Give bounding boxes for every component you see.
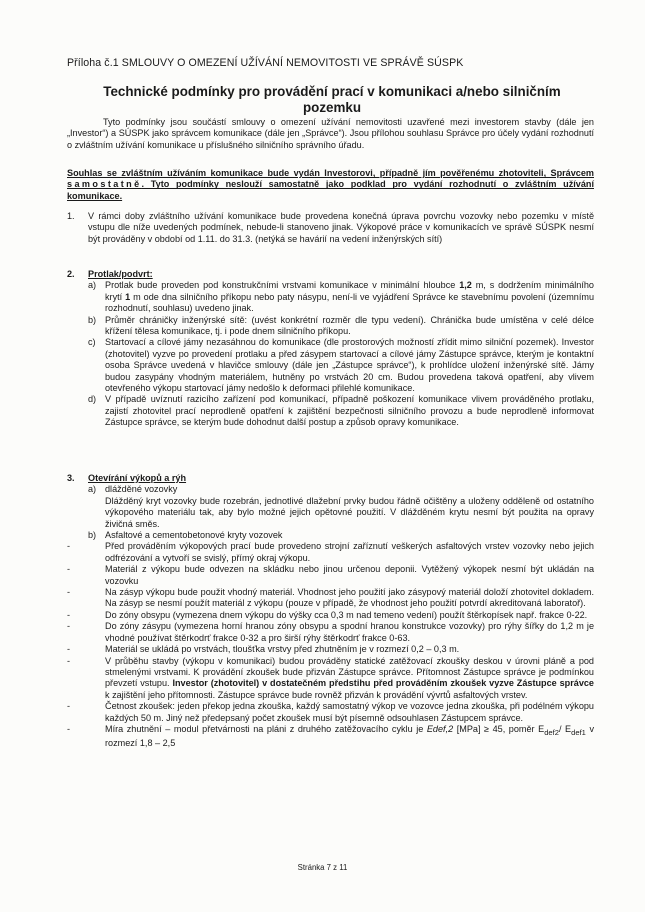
- section-1-text: V rámci doby zvláštního užívání komunikace bude provedena konečná úprava povrchu vozovky nebo pozemku v místě vstupu dle níže uvedených podmínek, nebude-li stanoveno jinak. Výkopové práce v komunikacích ve správě SÚSPK nesmí být prováděny v období od 1.11. do 31.3. (netýká se havárií na vedení inženýrských sítí): [88, 211, 594, 244]
- section-1-number: 1.: [67, 211, 75, 221]
- attachment-header: Příloha č.1 SMLOUVY O OMEZENÍ UŽÍVÁNÍ NEMOVITOSTI VE SPRÁVĚ SÚSPK: [67, 57, 464, 69]
- list-item: d) V případě uvíznutí razicího zařízení pod komunikací, případně poškození komunikace vlivem prováděného protlaku, zajistí zhotovitel prací neprodleně opatření k zajištění bezpečnosti silničního provozu a bude neprodleně informovat Zástupce správce, se kterým bude dohodnut další postup a způsob opravy komunikace.: [88, 394, 594, 428]
- section-2: [67, 269, 594, 429]
- title-line-2: pozemku: [302, 100, 362, 115]
- list-item: - Před prováděním výkopových prací bude provedeno strojní zaříznutí veškerých asfaltových vrstev vozovky nebo jejich odfrézování a vytvoří se svislý, přímý okraj výkopu.: [67, 541, 594, 563]
- section-2-heading: Protlak/podvrt:: [88, 269, 153, 279]
- list-item: c) Startovací a cílové jámy nezasáhnou do komunikace (dle prostorových možností zřídit mimo silniční pozemek). Investor (zhotovitel) vyzve po provedení protlaku a před zásypem startovací a cílové jámy Zástupce správce, kterým je kontaktní osoba Správce uvedená v hlavičce smlouvy (dále jen „Zástupce správce“), k prohlídce uložení inženýrské sítě. Jámy budou zasypány vhodným materiálem, hutněny po vrstvách 20 cm. Budou provedena taková opatření, aby vlivem otevřeného výkopu startovací jámy nedošlo k deformaci přilehlé komunikace.: [88, 337, 594, 394]
- section-3-heading: Otevírání výkopů a rýh: [88, 473, 187, 483]
- list-item: - Materiál se ukládá po vrstvách, tloušťka vrstvy před zhutněním je v rozmezí 0,2 – 0,3 m.: [67, 644, 460, 655]
- list-item: - Četnost zkoušek: jeden překop jedna zkouška, každý samostatný výkop ve vozovce jedna zkouška, při podélném výkopu každých 50 m. Jiný než předepsaný počet zkoušek musí být písemně odsouhlasen Zástupcem správce.: [67, 701, 594, 723]
- notice-paragraph: Souhlas se zvláštním užíváním komunikace bude vydán Investorovi, případně jím pověřenému zhotoviteli, Správcem samostatně. Tyto podmínky neslouží samostatně jako podklad pro vydání rozhodnutí o zvláštním užívání komunikace.: [67, 168, 594, 201]
- section-1: [67, 211, 594, 245]
- list-item: b) Asfaltové a cementobetonové kryty vozovek: [88, 530, 283, 541]
- page-number: Stránka 7 z 11: [297, 863, 348, 872]
- document-title: [72, 84, 592, 116]
- section-3: [67, 473, 594, 750]
- list-item: - Na zásyp výkopu bude použit vhodný materiál. Vhodnost jeho použití jako zásypový materiál doloží zhotovitel dokladem. Na zásyp se nesmí použít materiál z výkopu (pouze v případě, že vhodnost jeho použití potvrdí akreditovaná laboratoř).: [67, 587, 594, 609]
- section-3-number: 3.: [67, 473, 75, 483]
- list-item: a) Protlak bude proveden pod konstrukčními vrstvami komunikace v minimální hloubce 1,2 m, s dodržením minimálního krytí 1 m ode dna silničního příkopu nebo paty násypu, není-li ve vyjádření Správce ke stavebnímu povolení (územnímu rozhodnutí, souhlasu) uvedeno jinak.: [88, 280, 595, 314]
- list-item: - Do zóny obsypu (vymezena dnem výkopu do výšky cca 0,3 m nad temeno vedení) použít štěrkopísek např. frakce 0-22.: [67, 609, 588, 620]
- list-item: - Materiál z výkopu bude odvezen na skládku nebo jinou určenou deponii. Vytěžený výkopek nesmí být ukládán na vozovku: [67, 564, 594, 586]
- list-item: Dlážděný kryt vozovky bude rozebrán, jednotlivé dlažební prvky budou řádně očištěny a uloženy odděleně od ostatního výkopového materiálu tak, aby bylo možné jejich opětovné použití. V dlážděném krytu nesmí být použita na opravy živičná směs.: [105, 495, 594, 529]
- list-item: - Do zóny zásypu (vymezena horní hranou zóny obsypu a spodní hranou konstrukce vozovky) pro rýhy šířky do 1,2 m je vhodné používat štěrkodrť frakce 0-32 a pro širší rýhy štěrkodrť frakce 0-63.: [67, 621, 594, 643]
- dash-list: [67, 541, 594, 749]
- intro-paragraph: Tyto podmínky jsou součástí smlouvy o omezení užívání nemovitosti uzavřené mezi investorem stavby (dále jen „Investor“) a SÚSPK jako správcem komunikace (dále jen „Správce“). Jsou přílohou souhlasu Správce pro účely vydání rozhodnutí o zvláštním užívání komunikace u příslušného silničního správního úřadu.: [67, 117, 594, 150]
- section-2-number: 2.: [67, 269, 75, 279]
- title-line-1: Technické podmínky pro provádění prací v komunikaci a/nebo silničním: [103, 84, 561, 99]
- list-item: b) Průměr chráničky inženýrské sítě: (uvést konkrétní rozměr dle typu vedení). Chránička bude umístěna v celé délce křížení tělesa komunikace, tj. i pode dnem silničního příkopu.: [88, 314, 594, 337]
- list-item: a) dlážděné vozovky: [88, 484, 178, 495]
- list-item: - Míra zhutnění – modul přetvárnosti na pláni z druhého zatěžovacího cyklu je Edef,2 [MPa] ≥ 45, poměr $E_{def2}/$ $E_{def1}$ v rozmezí 1,8 – 2,5: [67, 723, 595, 749]
- list-item: - V průběhu stavby (výkopu v komunikaci) budou prováděny statické zatěžovací zkoušky deskou v úrovni pláně a pod stmelenými vrstvami. K provádění zkoušek bude přizván Zástupce správce. Přítomnost Zástupce správce je podmínkou převzetí vstupu. Investor (zhotovitel) v dostatečném předstihu před prováděním zkoušek vyzve Zástupce správce k zajištění jeho přítomnosti. Zástupce správce bude rovněž přizván k provádění vývrtů asfaltových vrstev.: [67, 655, 594, 700]
